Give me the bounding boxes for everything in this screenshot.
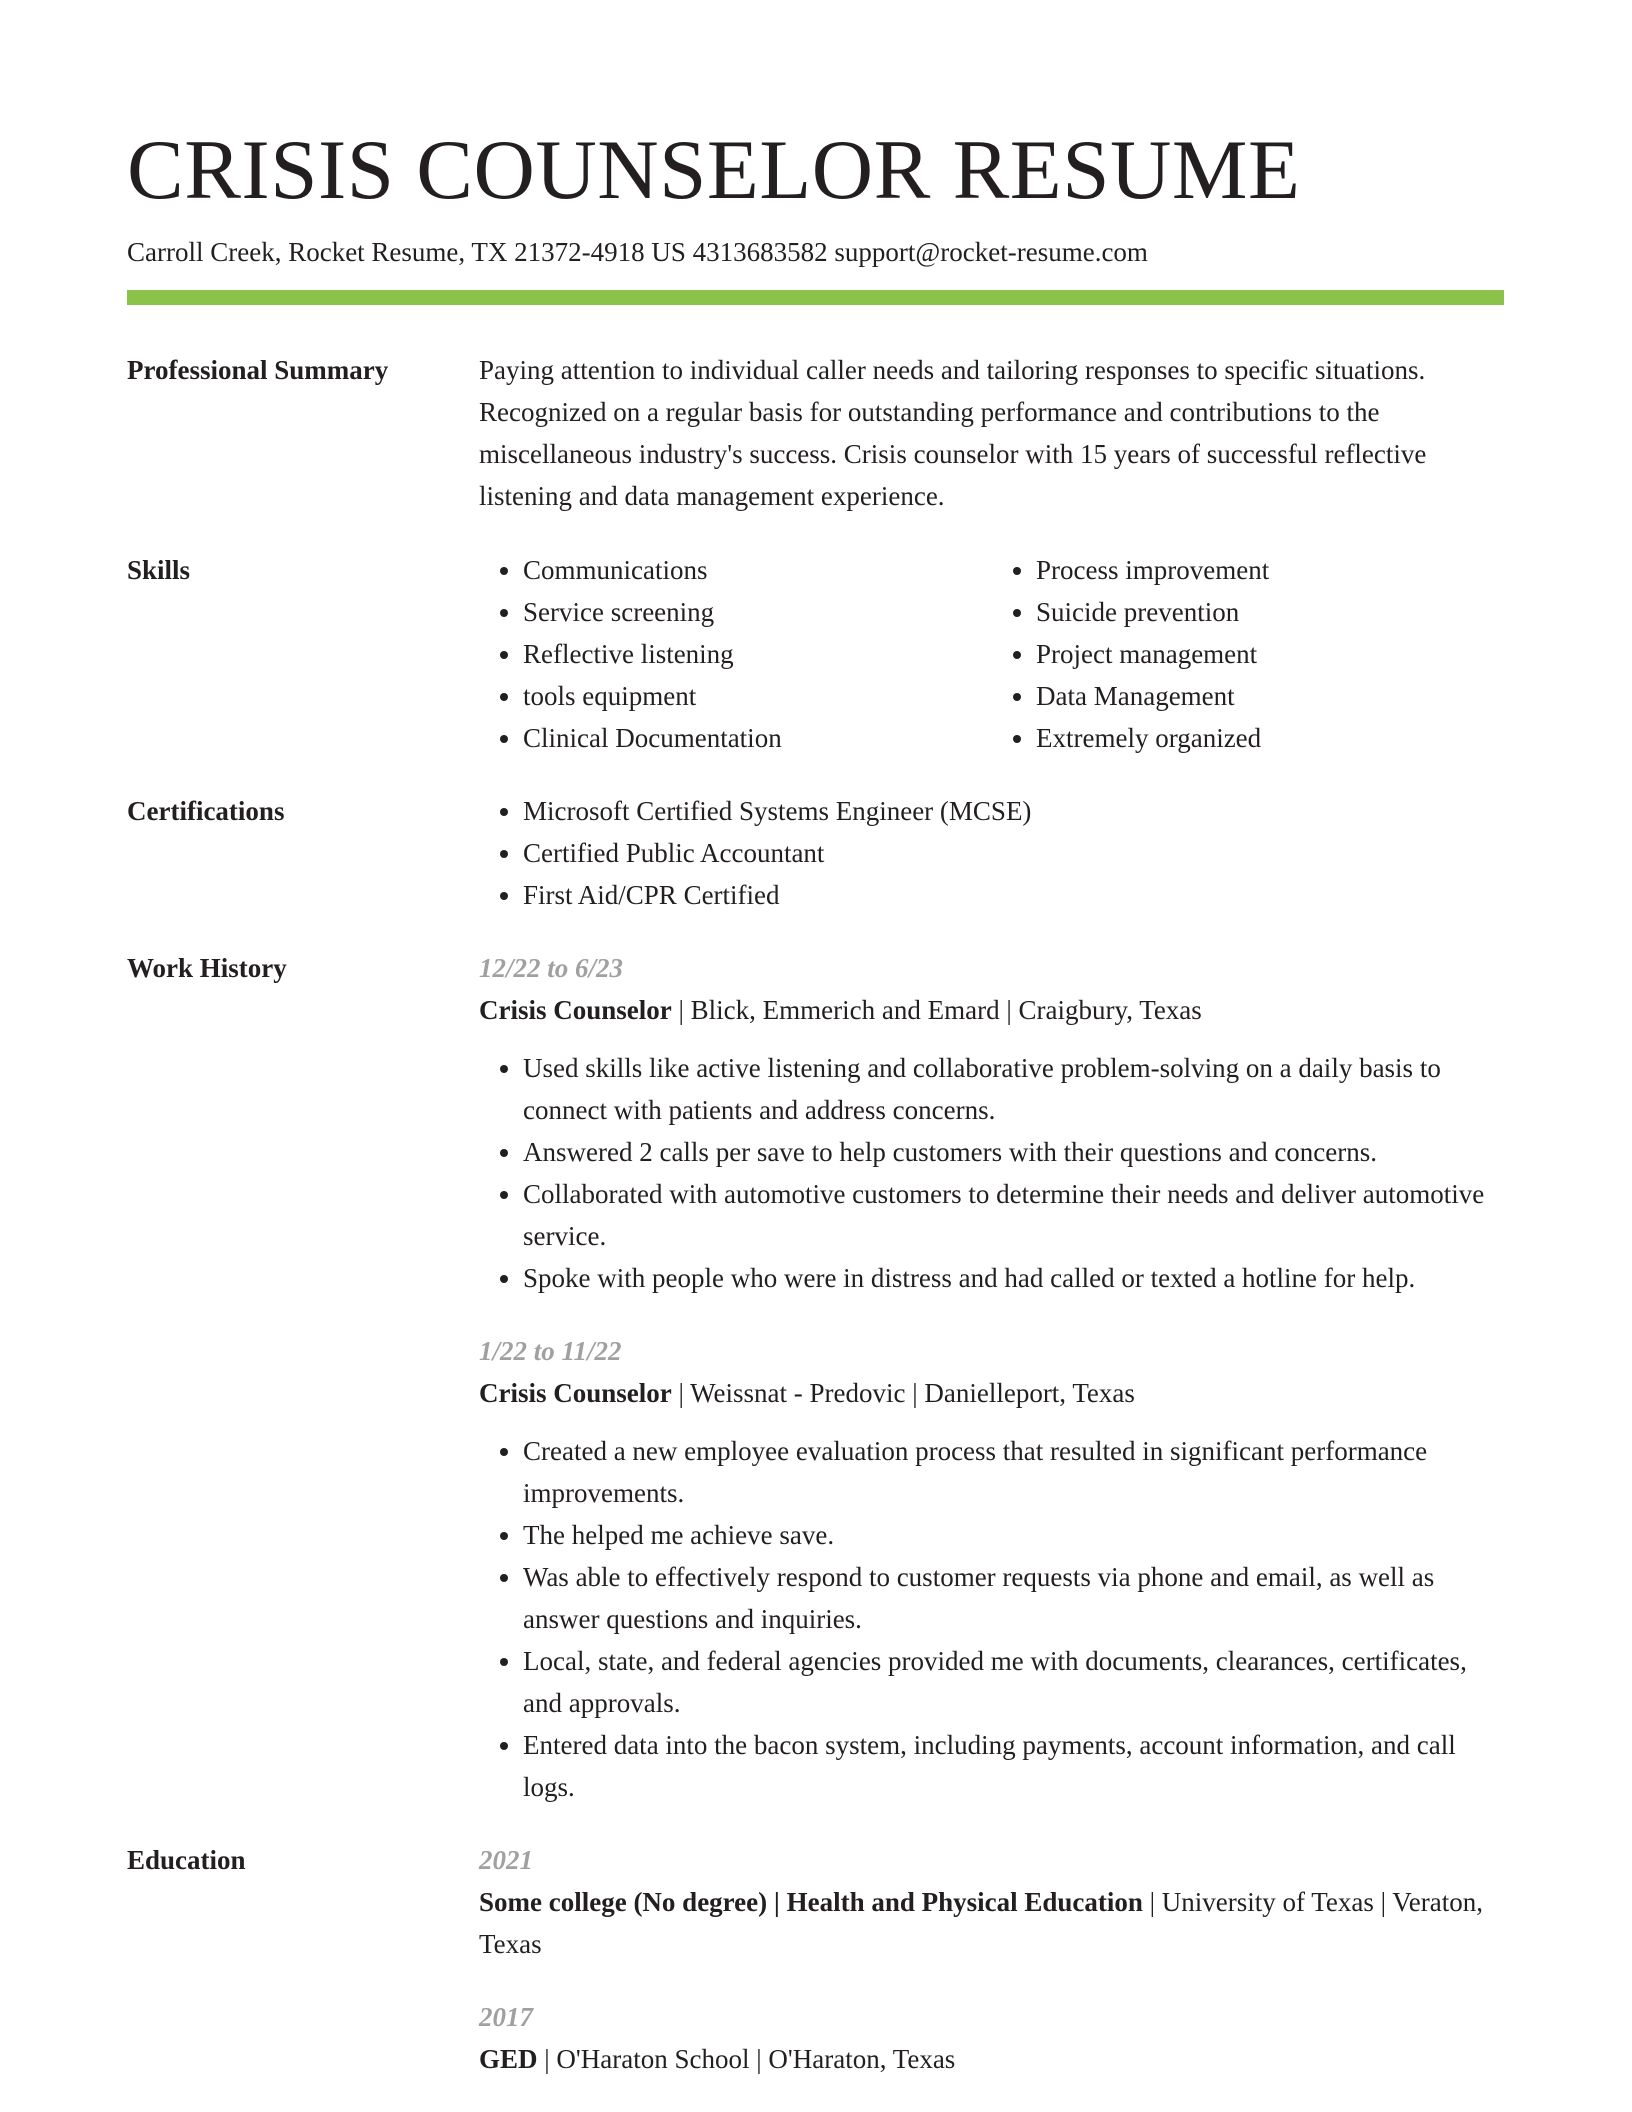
skill-item: • Reflective listening: [523, 633, 992, 675]
summary-section: [127, 349, 1505, 517]
job-employer: | Blick, Emmerich and Emard | Craigbury, Texas: [671, 995, 1202, 1025]
job-title: Crisis Counselor: [479, 1378, 672, 1408]
certification-item: • Microsoft Certified Systems Engineer (MCSE): [523, 790, 1505, 832]
skill-item: • Process improvement: [1036, 549, 1505, 591]
certifications-section: [127, 790, 1505, 916]
education-section: [127, 1839, 1505, 2080]
certifications-list: [479, 790, 1505, 916]
skill-item: • Project management: [1036, 633, 1505, 675]
skill-item: • Extremely organized: [1036, 717, 1505, 759]
job-title: Crisis Counselor: [479, 995, 672, 1025]
duty-item: • The helped me achieve save.: [523, 1514, 1505, 1556]
skills-list-right: [992, 549, 1505, 759]
section-label-work: Work History: [127, 953, 287, 983]
job-dates: 1/22 to 11/22: [479, 1336, 622, 1366]
education-school: | University of Texas | Veraton, Texas: [479, 1887, 1484, 1959]
duty-item: • Spoke with people who were in distress and had called or texted a hotline for help.: [523, 1257, 1505, 1299]
job-duties: [479, 1430, 1505, 1808]
skill-item: • Clinical Documentation: [523, 717, 992, 759]
section-label-certifications: Certifications: [127, 796, 285, 826]
education-entry: [479, 1996, 1505, 2080]
education-school: | O'Haraton School | O'Haraton, Texas: [537, 2044, 956, 2074]
duty-item: • Collaborated with automotive customers to determine their needs and deliver automotive service.: [523, 1173, 1505, 1257]
education-heading: [479, 2038, 1505, 2080]
skills-list-left: [479, 549, 992, 759]
job-heading: [479, 1372, 1505, 1414]
resume-title: CRISIS COUNSELOR RESUME: [127, 123, 1301, 217]
education-year: 2017: [479, 2002, 533, 2032]
work-history-section: [127, 947, 1505, 1808]
section-label-education: Education: [127, 1845, 246, 1875]
duty-item: • Answered 2 calls per save to help customers with their questions and concerns.: [523, 1131, 1505, 1173]
certification-item: • First Aid/CPR Certified: [523, 874, 1505, 916]
education-entry: [479, 1839, 1505, 1965]
summary-text: Paying attention to individual caller needs and tailoring responses to specific situations. Recognized on a regular basis for outstanding performance and contributions to the miscellaneous industry's success. Crisis counselor with 15 years of successful reflective listening and data management experience.: [479, 355, 1427, 511]
job-dates: 12/22 to 6/23: [479, 953, 624, 983]
skill-item: • tools equipment: [523, 675, 992, 717]
section-label-summary: Professional Summary: [127, 355, 389, 385]
accent-divider: [127, 290, 1504, 305]
duty-item: • Was able to effectively respond to customer requests via phone and email, as well as answer questions and inquiries.: [523, 1556, 1505, 1640]
skill-item: • Service screening: [523, 591, 992, 633]
education-year: 2021: [479, 1845, 533, 1875]
job-heading: [479, 989, 1505, 1031]
education-degree: Some college (No degree) | Health and Physical Education: [479, 1887, 1143, 1917]
job-employer: | Weissnat - Predovic | Danielleport, Texas: [671, 1378, 1135, 1408]
job-entry: [479, 947, 1505, 1299]
contact-line: Carroll Creek, Rocket Resume, TX 21372-4918 US 4313683582 support@rocket-resume.com: [127, 237, 1148, 267]
skill-item: • Suicide prevention: [1036, 591, 1505, 633]
job-entry: [479, 1330, 1505, 1808]
certification-item: • Certified Public Accountant: [523, 832, 1505, 874]
skills-section: [127, 549, 1505, 759]
duty-item: • Entered data into the bacon system, including payments, account information, and call logs.: [523, 1724, 1505, 1808]
duty-item: • Used skills like active listening and collaborative problem-solving on a daily basis to connect with patients and address concerns.: [523, 1047, 1505, 1131]
job-duties: [479, 1047, 1505, 1299]
duty-item: • Created a new employee evaluation process that resulted in significant performance improvements.: [523, 1430, 1505, 1514]
education-degree: GED: [479, 2044, 538, 2074]
section-label-skills: Skills: [127, 555, 191, 585]
duty-item: • Local, state, and federal agencies provided me with documents, clearances, certificates, and approvals.: [523, 1640, 1505, 1724]
skill-item: • Data Management: [1036, 675, 1505, 717]
education-heading: [479, 1881, 1505, 1965]
skill-item: • Communications: [523, 549, 992, 591]
